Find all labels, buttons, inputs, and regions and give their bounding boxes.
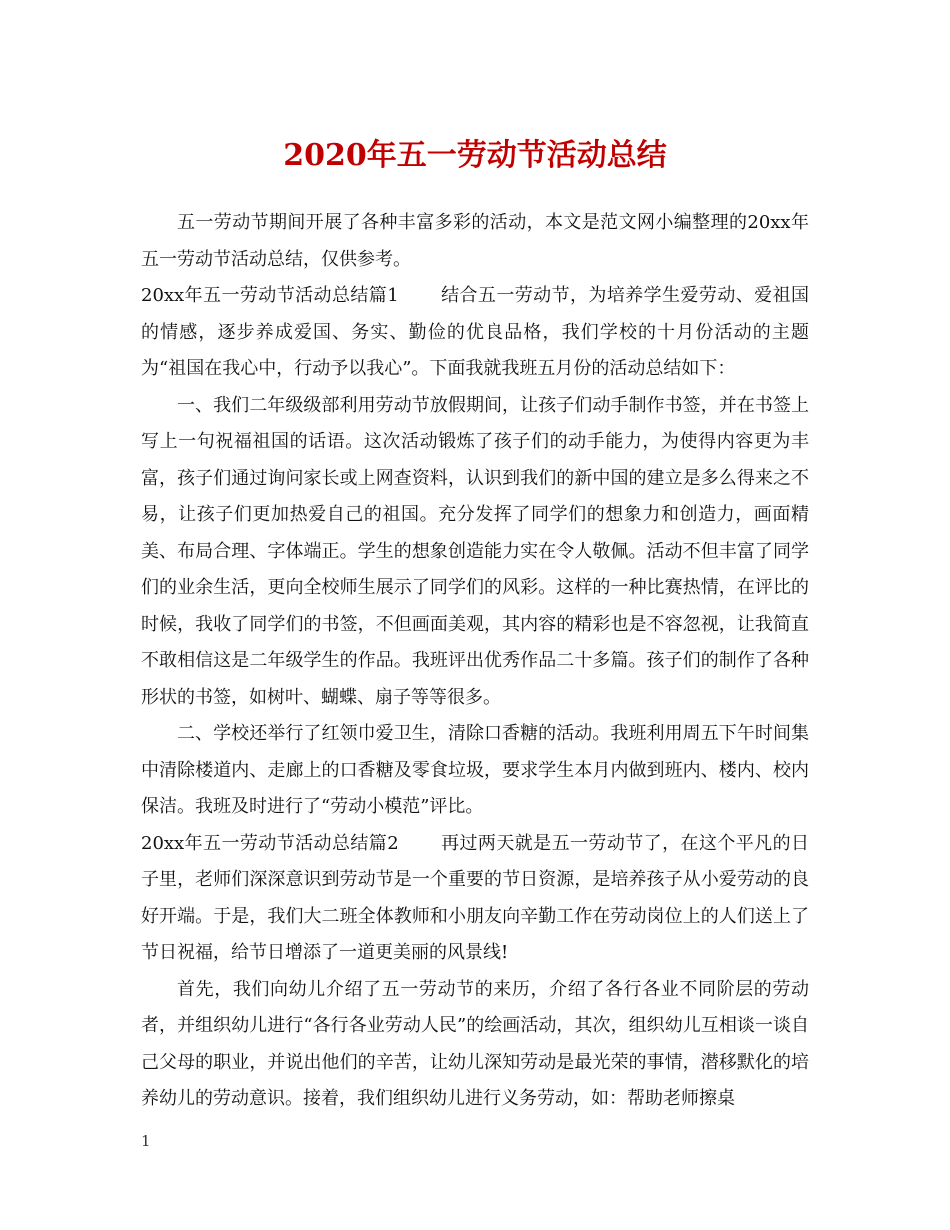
section-2-text: 再过两天就是五一劳动节了，在这个平凡的日子里，老师们深深意识到劳动节是一个重要的节日资源，是培养孩子从小爱劳动的良好开端。于是，我们大二班全体教师和小朋友向辛勤工作在劳动岗位上的人们送上了节日祝福，给节日增添了一道更美丽的风景线!	[141, 832, 809, 963]
section-1-paragraph	[141, 278, 809, 388]
paragraph-3: 首先，我们向幼儿介绍了五一劳动节的来历，介绍了各行各业不同阶层的劳动者，并组织幼儿进行“各行各业劳动人民”的绘画活动，其次，组织幼儿互相谈一谈自己父母的职业，并说出他们的辛苦，让幼儿深知劳动是最光荣的事情，潜移默化的培养幼儿的劳动意识。接着，我们组织幼儿进行义务劳动，如：帮助老师擦桌	[141, 978, 809, 1109]
section-1-heading: 20xx年五一劳动节活动总结篇1	[141, 285, 399, 306]
document-title: 2020年五一劳动节活动总结	[283, 138, 667, 173]
intro-paragraph: 五一劳动节期间开展了各种丰富多彩的活动，本文是范文网小编整理的20xx年五一劳动节活动总结，仅供参考。	[141, 212, 809, 270]
paragraph-2: 二、学校还举行了红领巾爱卫生，清除口香糖的活动。我班利用周五下午时间集中清除楼道内、走廊上的口香糖及零食垃圾，要求学生本月内做到班内、楼内、校内保洁。我班及时进行了“劳动小模范”评比。	[141, 723, 809, 817]
document-body	[141, 205, 809, 1118]
paragraph-1: 一、我们二年级级部利用劳动节放假期间，让孩子们动手制作书签，并在书签上写上一句祝福祖国的话语。这次活动锻炼了孩子们的动手能力，为使得内容更为丰富，孩子们通过询问家长或上网查资料，认识到我们的新中国的建立是多么得来之不易，让孩子们更加热爱自己的祖国。充分发挥了同学们的想象力和创造力，画面精美、布局合理、字体端正。学生的想象创造能力实在令人敬佩。活动不但丰富了同学们的业余生活，更向全校师生展示了同学们的风彩。这样的一种比赛热情，在评比的时候，我收了同学们的书签，不但画面美观，其内容的精彩也是不容忽视，让我简直不敢相信这是二年级学生的作品。我班评出优秀作品二十多篇。孩子们的制作了各种形状的书签，如树叶、蝴蝶、扇子等等很多。	[141, 394, 809, 708]
page-number: 1	[141, 1132, 151, 1150]
section-2-heading: 20xx年五一劳动节活动总结篇2	[141, 832, 399, 854]
section-2-paragraph	[141, 826, 809, 972]
section-1-text: 结合五一劳动节，为培养学生爱劳动、爱祖国的情感，逐步养成爱国、务实、勤俭的优良品格，我们学校的十月份活动的主题为“祖国在我心中，行动予以我心”。下面我就我班五月份的活动总结如下：	[141, 285, 809, 379]
